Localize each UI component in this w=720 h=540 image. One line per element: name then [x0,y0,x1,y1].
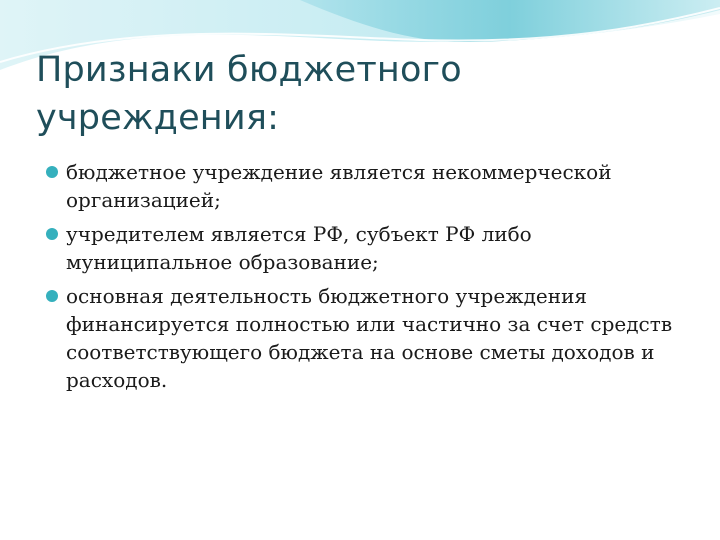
bullet-marker-icon [46,228,58,240]
bullet-item [46,158,696,214]
bullet-item [46,282,696,394]
slide-title: Признаки бюджетного учреждения: [36,50,462,138]
bullet-marker-icon [46,290,58,302]
bullet-marker-icon [46,166,58,178]
bullet-text: основная деятельность бюджетного учреждения финансируется полностью или частично за счет средств соответствующего бюджета на основе сметы доходов и расходов. [66,284,673,392]
bullet-list [46,158,696,400]
bullet-text: учредителем является РФ, субъект РФ либо муниципальное образование; [66,222,532,274]
bullet-item [46,220,696,276]
bullet-text: бюджетное учреждение является некоммерческой организацией; [66,160,612,212]
